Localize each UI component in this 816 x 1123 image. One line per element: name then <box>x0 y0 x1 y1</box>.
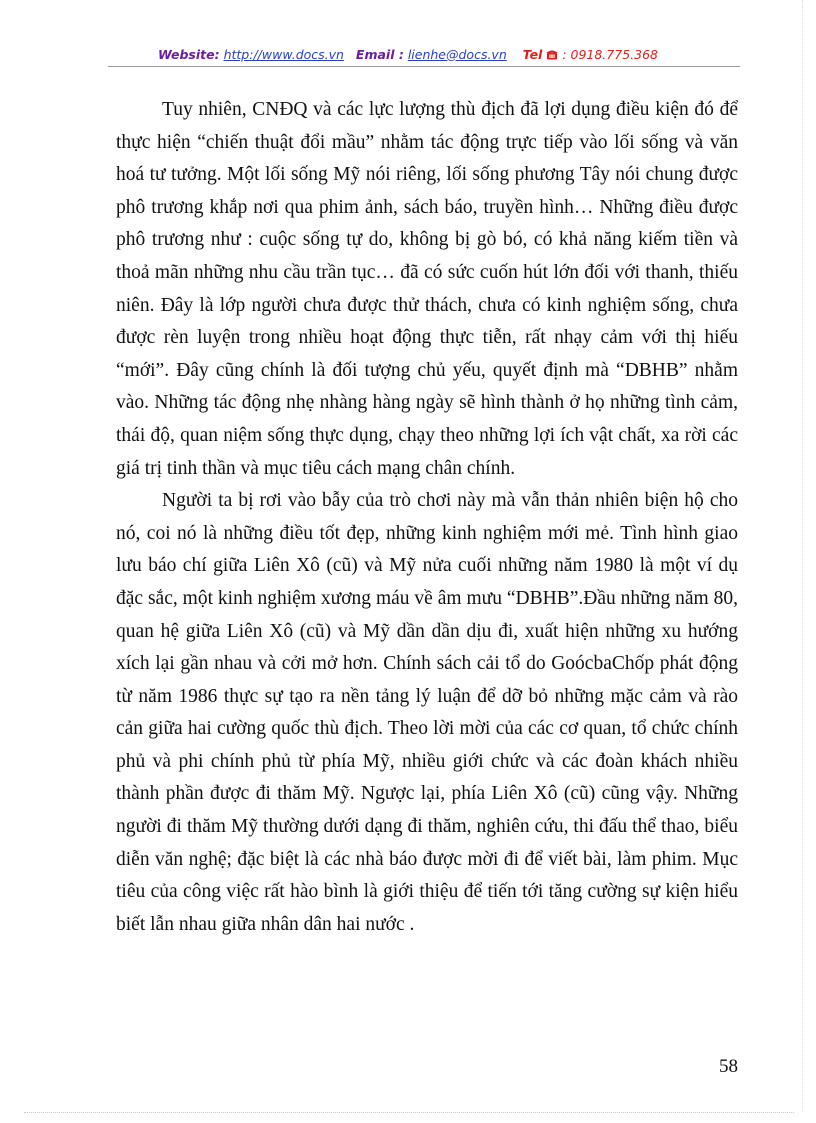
tel-number: : 0918.775.368 <box>562 47 658 62</box>
email-link[interactable]: lienhe@docs.vn <box>407 47 507 62</box>
page-border-right <box>802 0 803 1112</box>
page-header <box>0 47 816 62</box>
paragraph: Tuy nhiên, CNĐQ và các lực lượng thù địch đã lợi dụng điều kiện đó để thực hiện “chiến thuật đổi mầu” nhằm tác động trực tiếp vào lối sống và văn hoá tư tưởng. Một lối sống Mỹ nói riêng, lối sống phương Tây nói chung được phô trương khắp nơi qua phim ảnh, sách báo, truyền hình… Những điều được phô trương như : cuộc sống tự do, không bị gò bó, có khả năng kiếm tiền và thoả mãn những nhu cầu trần tục… đã có sức cuốn hút lớn đối với thanh, thiếu niên. Đây là lớp người chưa được thử thách, chưa có kinh nghiệm sống, chưa được rèn luyện trong nhiều hoạt động thực tiễn, rất nhạy cảm với thị hiếu “mới”. Đây cũng chính là đối tượng chủ yếu, quyết định mà “DBHB” nhằm vào. Những tác động nhẹ nhàng hàng ngày sẽ hình thành ở họ những tình cảm, thái độ, quan niệm sống thực dụng, chạy theo những lợi ích vật chất, xa rời các giá trị tinh thần và mục tiêu cách mạng chân chính. <box>116 99 738 479</box>
header-rule <box>108 66 740 67</box>
website-link[interactable]: http://www.docs.vn <box>223 47 344 62</box>
tel-label: Tel <box>522 47 543 62</box>
website-label: Website: <box>158 47 220 62</box>
email-label: Email : <box>355 47 404 62</box>
page-border-bottom <box>24 1112 794 1113</box>
document-body <box>116 94 738 941</box>
phone-icon <box>546 47 562 62</box>
paragraph: Người ta bị rơi vào bẫy của trò chơi này mà vẫn thản nhiên biện hộ cho nó, coi nó là những điều tốt đẹp, những kinh nghiệm mới mẻ. Tình hình giao lưu báo chí giữa Liên Xô (cũ) và Mỹ nửa cuối những năm 1980 là một ví dụ đặc sắc, một kinh nghiệm xương máu về âm mưu “DBHB”.Đầu những năm 80, quan hệ giữa Liên Xô (cũ) và Mỹ dần dần dịu đi, xuất hiện những xu hướng xích lại gần nhau và cởi mở hơn. Chính sách cải tổ do GoócbaChốp phát động từ năm 1986 thực sự tạo ra nền tảng lý luận để dỡ bỏ những mặc cảm và rào cản giữa hai cường quốc thù địch. Theo lời mời của các cơ quan, tổ chức chính phủ và phi chính phủ từ phía Mỹ, nhiều giới chức và các đoàn khách nhiều thành phần được đi thăm Mỹ. Ngược lại, phía Liên Xô (cũ) cũng vậy. Những người đi thăm Mỹ thường dưới dạng đi thăm, nghiên cứu, thi đấu thể thao, biểu diễn văn nghệ; đặc biệt là các nhà báo được mời đi để viết bài, làm phim. Mục tiêu của công việc rất hào bình là giới thiệu để tiến tới tăng cường sự kiện hiểu biết lẫn nhau giữa nhân dân hai nước . <box>116 490 738 935</box>
page-number: 58 <box>719 1056 738 1077</box>
